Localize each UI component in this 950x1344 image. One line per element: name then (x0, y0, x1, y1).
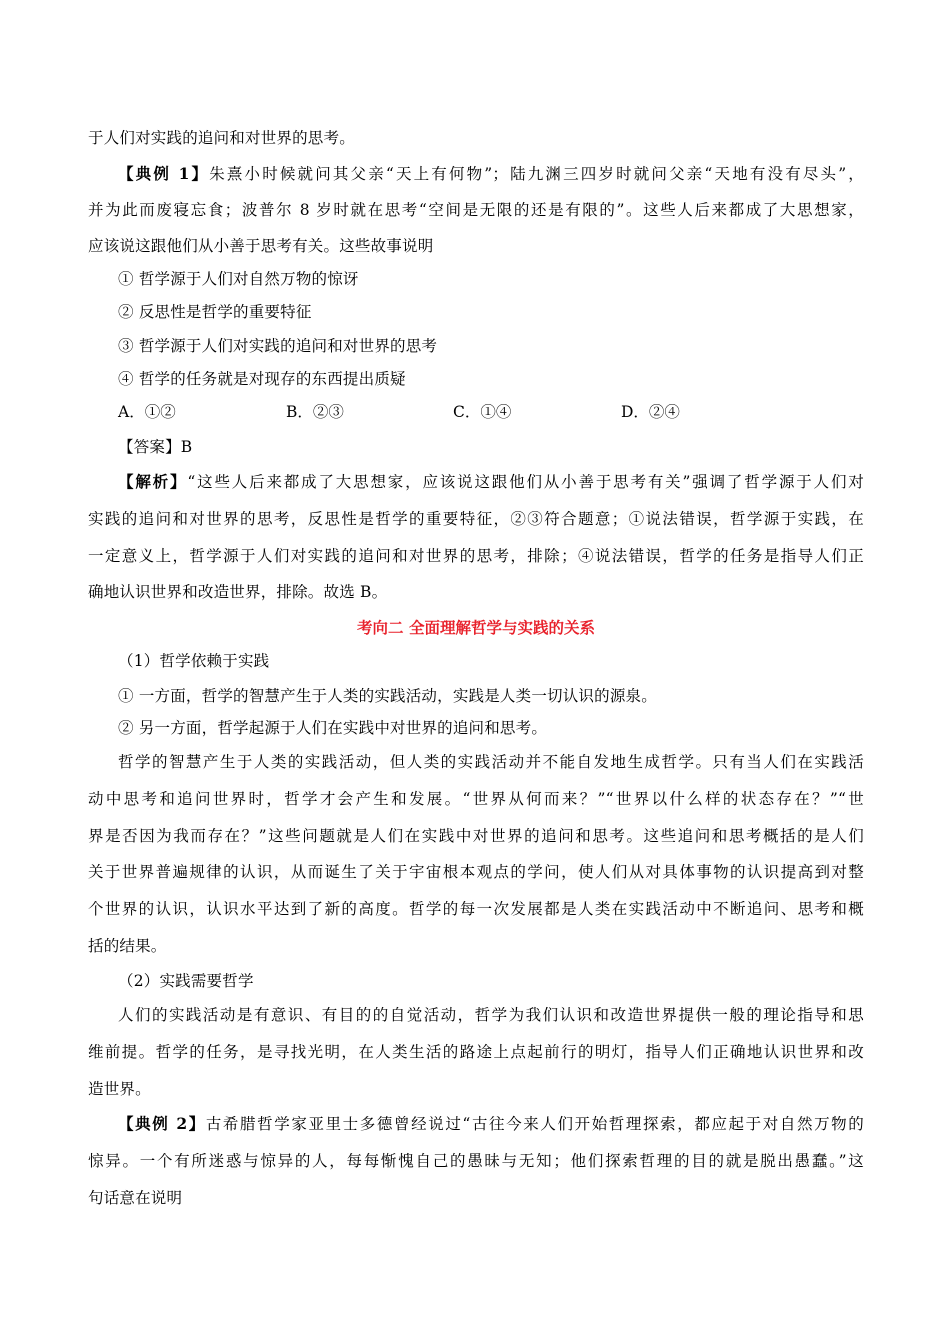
analysis-line: 一定意义上，哲学源于人们对实践的追问和对世界的思考，排除；④说法错误，哲学的任务是指导人们正 (88, 547, 864, 565)
analysis-line: 确地认识世界和改造世界，排除。故选 B。 (88, 583, 388, 601)
choice-item-3: ③ 哲学源于人们对实践的追问和对世界的思考 (118, 337, 438, 355)
analysis-line: 实践的追问和对世界的思考，反思性是哲学的重要特征，②③符合题意；①说法错误，哲学源于实践，在 (88, 510, 864, 528)
example-1-text: 朱熹小时候就问其父亲“天上有何物”；陆九渊三四岁时就问父亲“天地有没有尽头”， (209, 165, 864, 183)
choice-item-2: ② 反思性是哲学的重要特征 (118, 303, 312, 321)
paragraph-line: 人们的实践活动是有意识、有目的的自觉活动，哲学为我们认识和改造世界提供一般的理论指导和思 (118, 1006, 864, 1024)
paragraph-line: 括的结果。 (88, 937, 167, 955)
example-2-line: 句话意在说明 (88, 1189, 183, 1207)
paragraph-line: 哲学的智慧产生于人类的实践活动，但人类的实践活动并不能自发地生成哲学。只有当人们在实践活 (118, 753, 864, 771)
example-1-line: 并为此而废寝忘食；波普尔 8 岁时就在思考“空间是无限的还是有限的”。这些人后来都成了大思想家， (88, 201, 864, 219)
option-d: D．②④ (621, 403, 680, 421)
point-line: ② 另一方面，哲学起源于人们在实践中对世界的追问和思考。 (118, 719, 548, 737)
paragraph-line: 关于世界普遍规律的认识，从而诞生了关于宇宙根本观点的学问，使人们从对具体事物的认识提高到对整 (88, 863, 864, 881)
option-b: B．②③ (286, 403, 344, 421)
subsection-title: （2）实践需要哲学 (118, 972, 254, 990)
section-heading: 考向二 全面理解哲学与实践的关系 (357, 618, 595, 637)
paragraph-line: 动中思考和追问世界时，哲学才会产生和发展。“世界从何而来？”“世界以什么样的状态存在？”“世 (88, 790, 864, 808)
example-2-line: 惊异。一个有所迷惑与惊异的人，每每惭愧自己的愚昧与无知；他们探索哲理的目的就是脱出愚蠢。”这 (88, 1152, 864, 1170)
paragraph-line: 维前提。哲学的任务，是寻找光明，在人类生活的路途上点起前行的明灯，指导人们正确地认识世界和改 (88, 1043, 864, 1061)
analysis-tag: 【解析】 (118, 472, 188, 491)
analysis-line (118, 472, 864, 492)
option-c: C．①④ (453, 403, 512, 421)
point-line: ① 一方面，哲学的智慧产生于人类的实践活动，实践是人类一切认识的源泉。 (118, 687, 657, 705)
paragraph-line: 于人们对实践的追问和对世界的思考。 (88, 129, 355, 147)
example-2-tag: 【典例 2】 (118, 1114, 206, 1133)
subsection-title: （1）哲学依赖于实践 (118, 652, 270, 670)
paragraph-line: 造世界。 (88, 1080, 151, 1098)
option-a: A．①② (118, 403, 176, 421)
paragraph-line: 界是否因为我而存在？”这些问题就是人们在实践中对世界的追问和思考。这些追问和思考概括的是人们 (88, 827, 864, 845)
example-1-tag: 【典例 1】 (118, 164, 210, 183)
example-1-line: 应该说这跟他们从小善于思考有关。这些故事说明 (88, 237, 434, 255)
example-1-line (118, 164, 864, 184)
answer-line: 【答案】B (118, 438, 193, 456)
analysis-text: “这些人后来都成了大思想家，应该说这跟他们从小善于思考有关”强调了哲学源于人们对 (187, 473, 864, 491)
example-2-text: 古希腊哲学家亚里士多德曾经说过“古往今来人们开始哲理探索，都应起于对自然万物的 (205, 1115, 864, 1133)
choice-item-4: ④ 哲学的任务就是对现存的东西提出质疑 (118, 370, 406, 388)
choice-item-1: ① 哲学源于人们对自然万物的惊讶 (118, 270, 359, 288)
example-2-line (118, 1114, 864, 1134)
paragraph-line: 个世界的认识，认识水平达到了新的高度。哲学的每一次发展都是人类在实践活动中不断追问、思考和概 (88, 900, 864, 918)
